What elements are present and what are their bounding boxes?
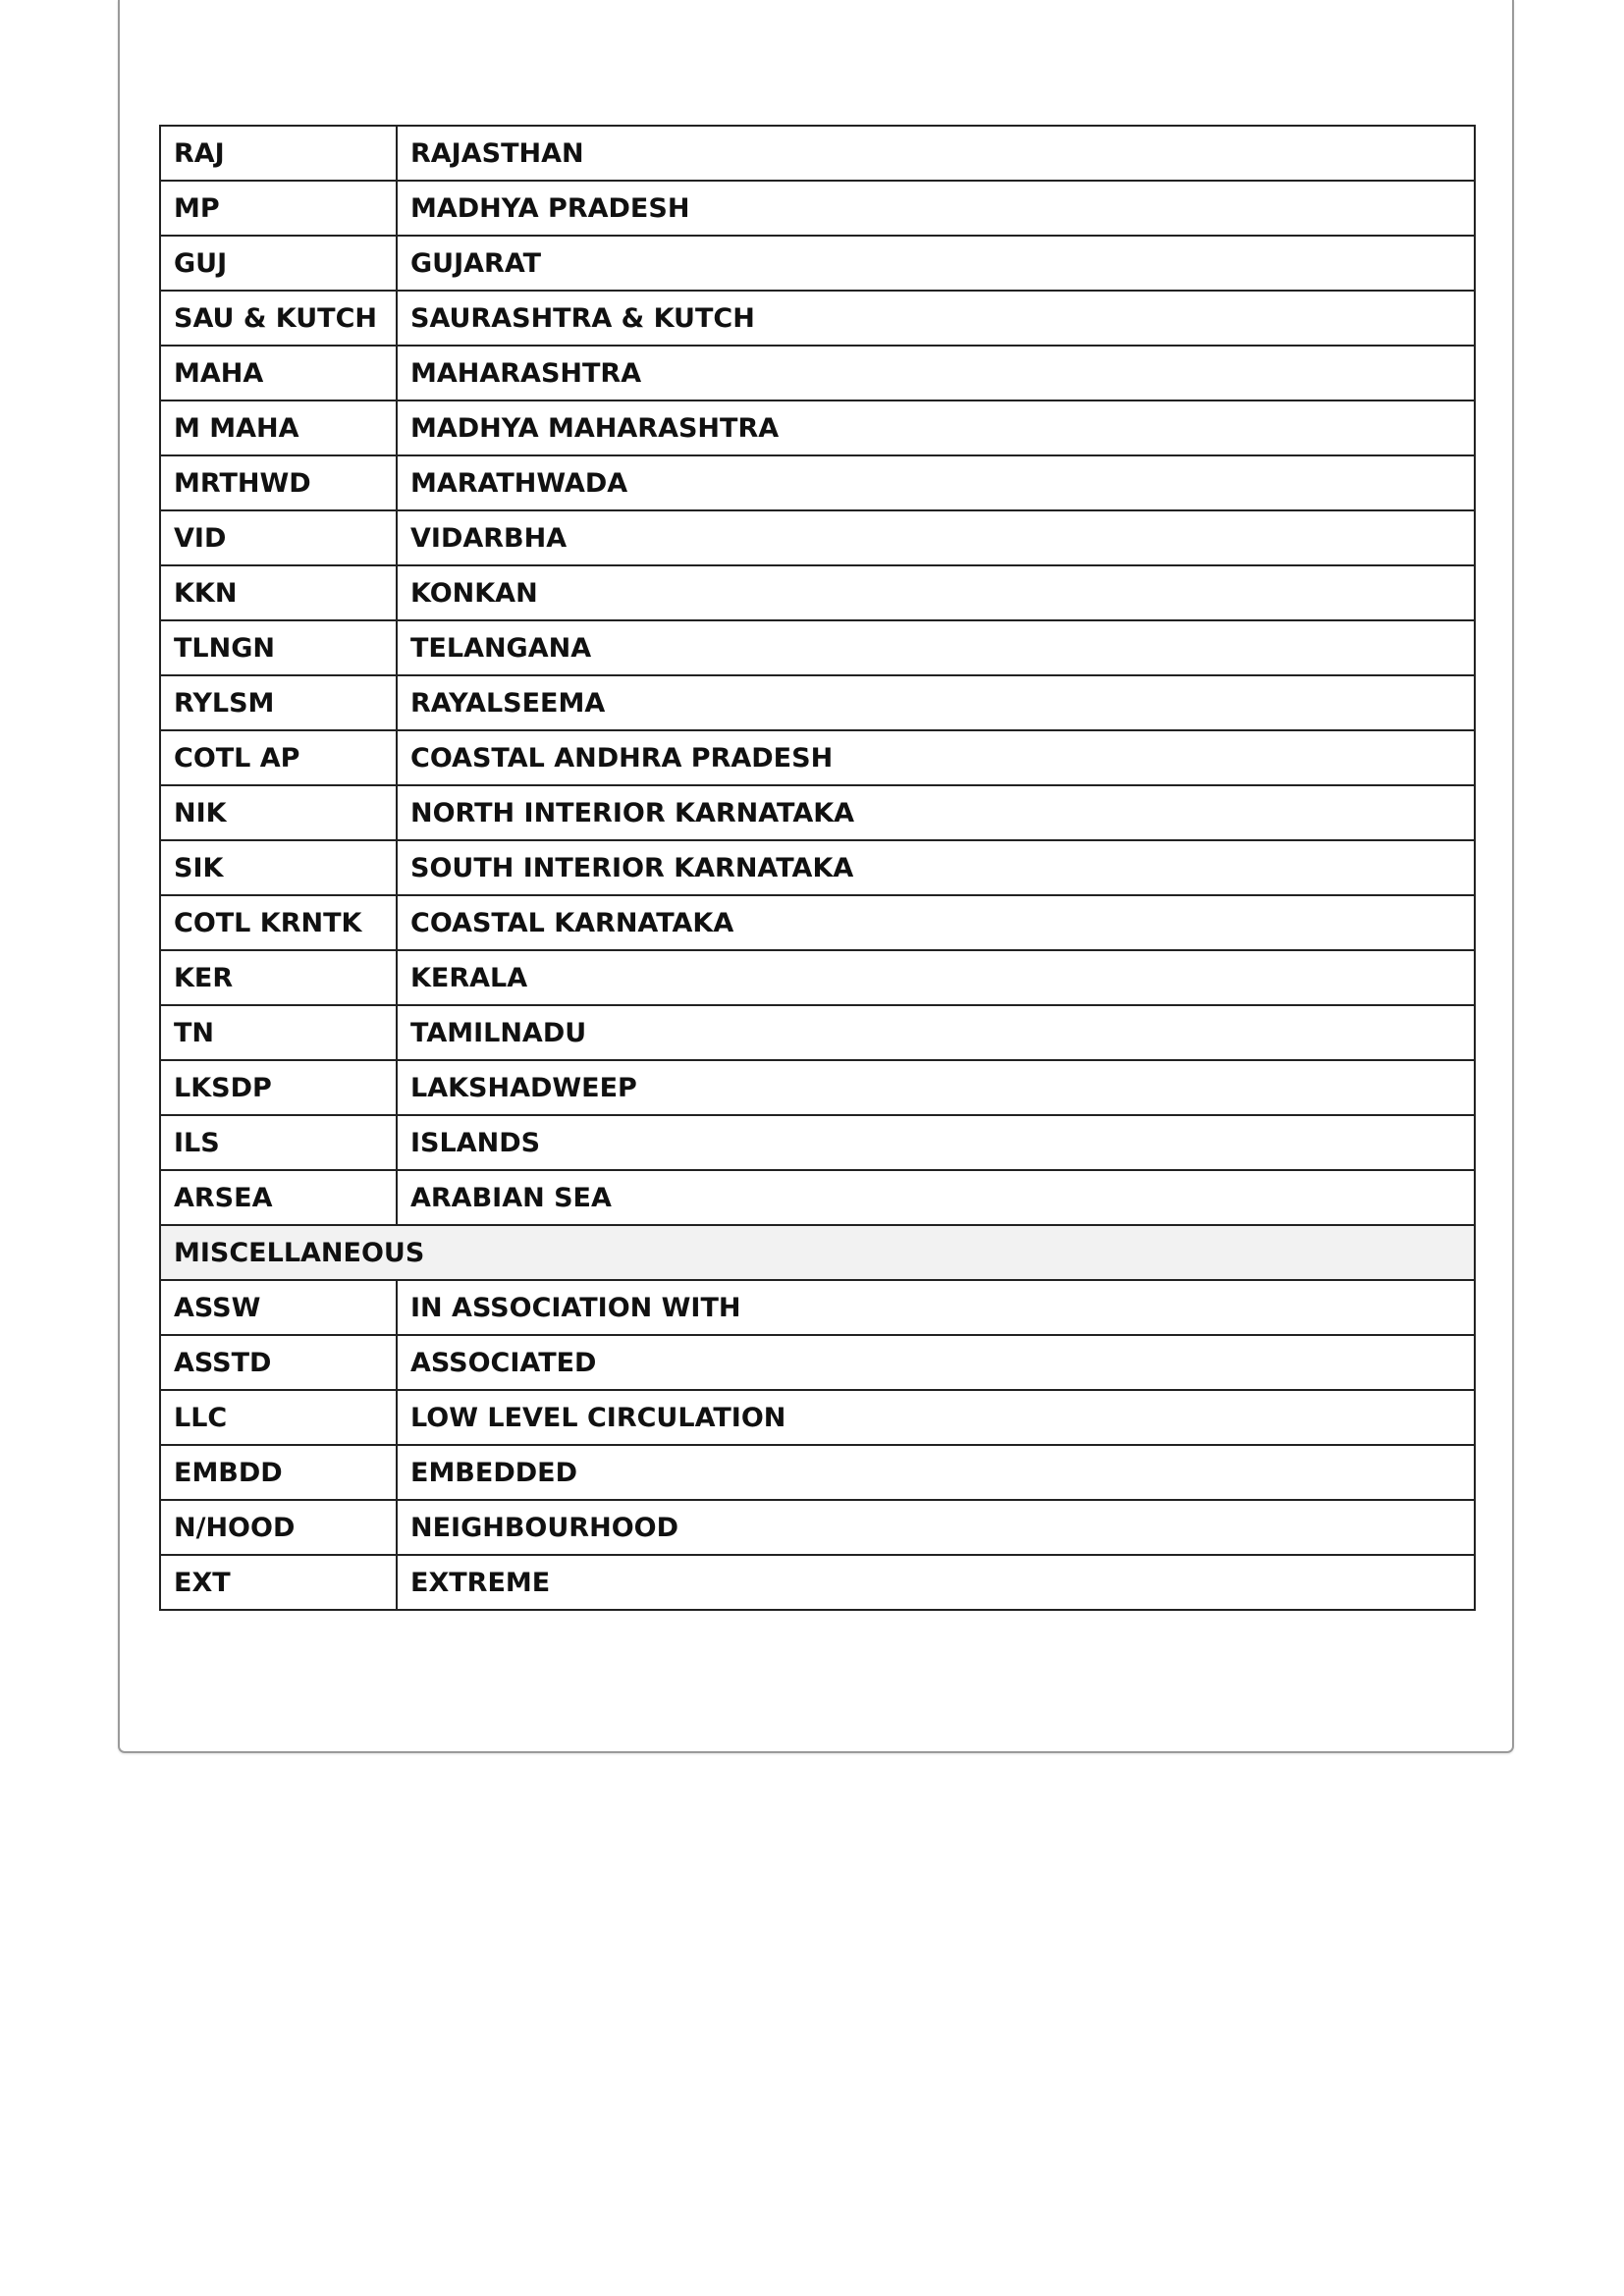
table-row: [160, 895, 1475, 950]
full-form-cell: ASSOCIATED: [397, 1335, 1475, 1390]
full-form-cell: KONKAN: [397, 565, 1475, 620]
full-form-cell: VIDARBHA: [397, 510, 1475, 565]
table-row: [160, 181, 1475, 236]
table-row: [160, 675, 1475, 730]
full-form-cell: MADHYA MAHARASHTRA: [397, 400, 1475, 455]
abbr-cell: N/HOOD: [160, 1500, 397, 1555]
abbr-cell: GUJ: [160, 236, 397, 291]
section-title: MISCELLANEOUS: [160, 1225, 1475, 1280]
abbr-cell: EMBDD: [160, 1445, 397, 1500]
full-form-cell: TAMILNADU: [397, 1005, 1475, 1060]
abbr-cell: RAJ: [160, 126, 397, 181]
abbr-cell: M MAHA: [160, 400, 397, 455]
abbr-cell: KER: [160, 950, 397, 1005]
full-form-cell: EMBEDDED: [397, 1445, 1475, 1500]
full-form-cell: RAYALSEEMA: [397, 675, 1475, 730]
full-form-cell: COASTAL KARNATAKA: [397, 895, 1475, 950]
full-form-cell: MARATHWADA: [397, 455, 1475, 510]
abbr-cell: RYLSM: [160, 675, 397, 730]
abbr-cell: MAHA: [160, 346, 397, 400]
abbr-cell: KKN: [160, 565, 397, 620]
full-form-cell: NEIGHBOURHOOD: [397, 1500, 1475, 1555]
table-row: [160, 1335, 1475, 1390]
abbr-cell: NIK: [160, 785, 397, 840]
table-row: [160, 1115, 1475, 1170]
abbr-cell: MRTHWD: [160, 455, 397, 510]
table-row: [160, 785, 1475, 840]
table-row: [160, 1170, 1475, 1225]
full-form-cell: ISLANDS: [397, 1115, 1475, 1170]
full-form-cell: MADHYA PRADESH: [397, 181, 1475, 236]
table-row: [160, 346, 1475, 400]
abbr-cell: VID: [160, 510, 397, 565]
abbr-cell: ASSTD: [160, 1335, 397, 1390]
table-row: [160, 400, 1475, 455]
abbr-cell: SIK: [160, 840, 397, 895]
table-row: [160, 1445, 1475, 1500]
table-row: [160, 1005, 1475, 1060]
table-row: [160, 950, 1475, 1005]
full-form-cell: SOUTH INTERIOR KARNATAKA: [397, 840, 1475, 895]
table-row: [160, 1280, 1475, 1335]
full-form-cell: COASTAL ANDHRA PRADESH: [397, 730, 1475, 785]
table-row: [160, 291, 1475, 346]
table-row: [160, 730, 1475, 785]
table-row: [160, 510, 1475, 565]
section-header-row: [160, 1225, 1475, 1280]
full-form-cell: GUJARAT: [397, 236, 1475, 291]
table-row: [160, 455, 1475, 510]
abbr-cell: LKSDP: [160, 1060, 397, 1115]
full-form-cell: NORTH INTERIOR KARNATAKA: [397, 785, 1475, 840]
table-row: [160, 1555, 1475, 1610]
full-form-cell: TELANGANA: [397, 620, 1475, 675]
abbreviation-table: [159, 125, 1476, 1611]
full-form-cell: RAJASTHAN: [397, 126, 1475, 181]
abbr-cell: ILS: [160, 1115, 397, 1170]
table-row: [160, 236, 1475, 291]
abbr-cell: EXT: [160, 1555, 397, 1610]
full-form-cell: SAURASHTRA & KUTCH: [397, 291, 1475, 346]
full-form-cell: ARABIAN SEA: [397, 1170, 1475, 1225]
full-form-cell: IN ASSOCIATION WITH: [397, 1280, 1475, 1335]
table-row: [160, 565, 1475, 620]
abbr-cell: ARSEA: [160, 1170, 397, 1225]
abbr-cell: LLC: [160, 1390, 397, 1445]
abbr-cell: COTL AP: [160, 730, 397, 785]
abbr-cell: ASSW: [160, 1280, 397, 1335]
abbr-cell: TLNGN: [160, 620, 397, 675]
abbr-cell: COTL KRNTK: [160, 895, 397, 950]
table-row: [160, 126, 1475, 181]
abbr-cell: MP: [160, 181, 397, 236]
table-row: [160, 1060, 1475, 1115]
full-form-cell: EXTREME: [397, 1555, 1475, 1610]
full-form-cell: KERALA: [397, 950, 1475, 1005]
table-row: [160, 620, 1475, 675]
full-form-cell: LOW LEVEL CIRCULATION: [397, 1390, 1475, 1445]
table-row: [160, 1500, 1475, 1555]
abbr-cell: TN: [160, 1005, 397, 1060]
table-row: [160, 840, 1475, 895]
abbr-cell: SAU & KUTCH: [160, 291, 397, 346]
full-form-cell: LAKSHADWEEP: [397, 1060, 1475, 1115]
full-form-cell: MAHARASHTRA: [397, 346, 1475, 400]
table-row: [160, 1390, 1475, 1445]
abbreviation-table-body: [160, 126, 1475, 1610]
